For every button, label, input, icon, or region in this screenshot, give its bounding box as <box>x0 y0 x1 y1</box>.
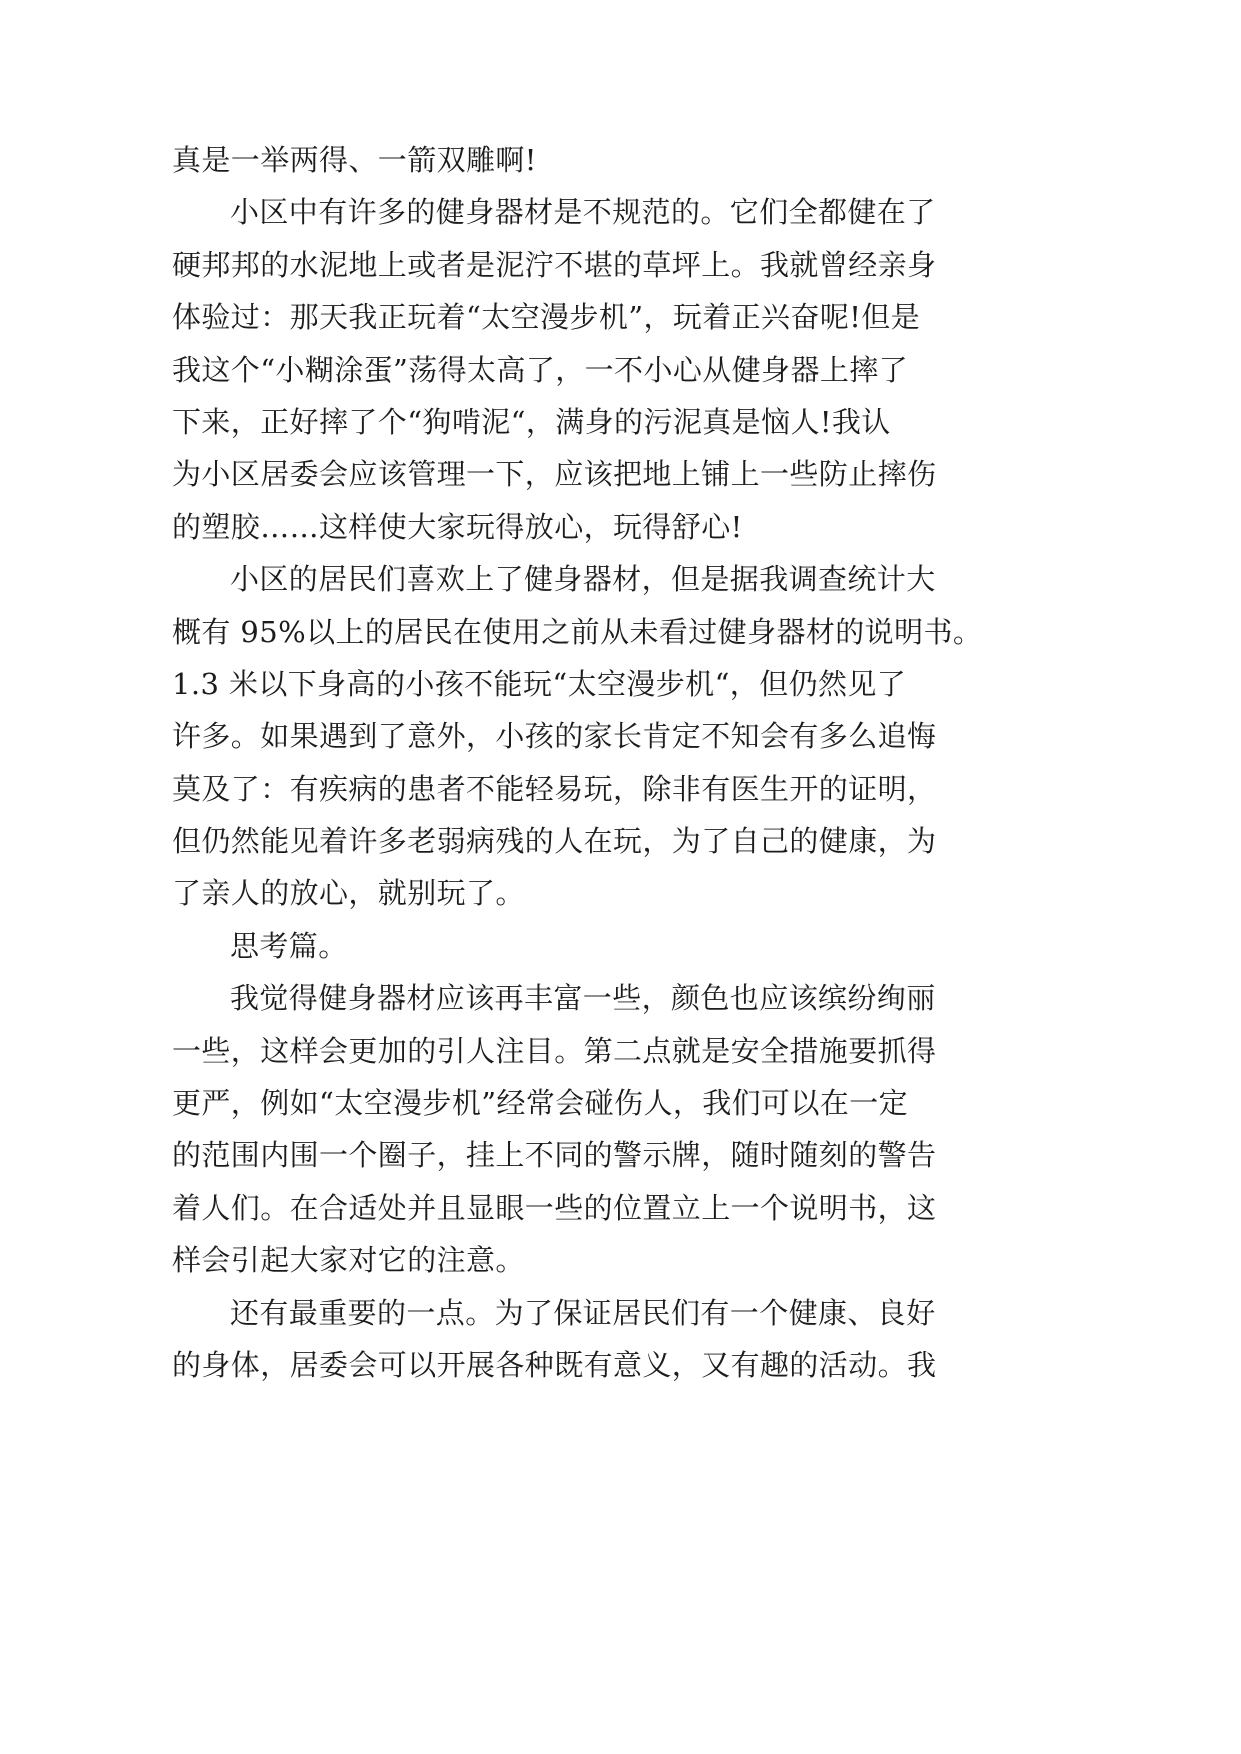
document-body <box>172 134 1172 1391</box>
text-line: 1.3 米以下身高的小孩不能玩“太空漫步机“，但仍然见了 <box>172 666 907 701</box>
text-line: 更严，例如“太空漫步机”经常会碰伤人，我们可以在一定 <box>172 1086 909 1121</box>
text-line: 概有 95%以上的居民在使用之前从未看过健身器材的说明书。 <box>172 614 983 649</box>
section-heading: 思考篇。 <box>230 928 348 963</box>
text-line: 真是一举两得、一箭双雕啊! <box>172 143 537 177</box>
text-line: 的塑胶……这样使大家玩得放心，玩得舒心! <box>172 509 743 544</box>
text-line: 的身体，居委会可以开展各种既有意义，又有趣的活动。我 <box>172 1347 937 1382</box>
text-line: 但仍然能见着许多老弱病残的人在玩，为了自己的健康，为 <box>172 824 937 859</box>
text-line: 许多。如果遇到了意外，小孩的家长肯定不知会有多么追悔 <box>172 719 937 754</box>
text-line: 着人们。在合适处并且显眼一些的位置立上一个说明书，这 <box>172 1190 937 1225</box>
text-line: 我这个“小糊涂蛋”荡得太高了，一不小心从健身器上摔了 <box>172 352 909 387</box>
text-line: 体验过：那天我正玩着“太空漫步机”，玩着正兴奋呢!但是 <box>172 300 921 335</box>
text-line: 小区的居民们喜欢上了健身器材，但是据我调查统计大 <box>230 562 936 597</box>
text-line: 为小区居委会应该管理一下，应该把地上铺上一些防止摔伤 <box>172 457 937 492</box>
text-line: 我觉得健身器材应该再丰富一些，颜色也应该缤纷绚丽 <box>230 981 936 1016</box>
text-line: 小区中有许多的健身器材是不规范的。它们全都健在了 <box>230 195 936 230</box>
text-line: 的范围内围一个圈子，挂上不同的警示牌，随时随刻的警告 <box>172 1138 937 1173</box>
text-line: 了亲人的放心，就别玩了。 <box>172 876 525 911</box>
text-line: 还有最重要的一点。为了保证居民们有一个健康、良好 <box>230 1295 936 1330</box>
text-line: 硬邦邦的水泥地上或者是泥泞不堪的草坪上。我就曾经亲身 <box>172 247 937 282</box>
text-line: 下来，正好摔了个“狗啃泥“，满身的污泥真是恼人!我认 <box>172 404 891 439</box>
text-line: 莫及了：有疾病的患者不能轻易玩，除非有医生开的证明， <box>172 771 937 806</box>
text-line: 样会引起大家对它的注意。 <box>172 1243 525 1278</box>
text-line: 一些，这样会更加的引人注目。第二点就是安全措施要抓得 <box>172 1033 937 1068</box>
